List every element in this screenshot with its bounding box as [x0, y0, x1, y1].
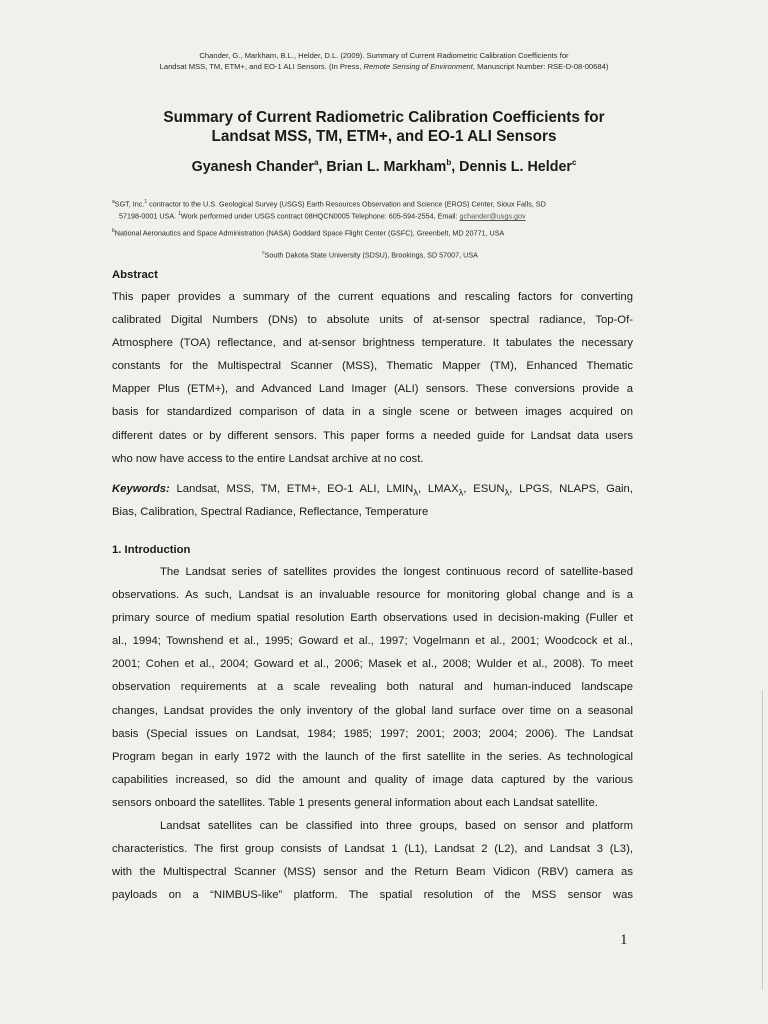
keywords-text: , LMAX — [418, 483, 459, 495]
intro-line: al., 1994; Townshend et al., 1995; Goward et al., 1997; Vogelmann et al., 2001; Woodcock et al., — [112, 635, 633, 648]
citation-journal: Remote Sensing of Environment — [363, 62, 473, 71]
paper-title — [60, 108, 708, 146]
footnote-mark: 1 — [144, 199, 148, 205]
affiliation-a — [112, 197, 638, 222]
intro-line: 2001; Cohen et al., 2004; Goward et al., 2006; Masek et al., 2008; Wulder et al., 2008). To meet — [112, 658, 633, 671]
subscript-lambda: λ — [504, 486, 510, 498]
author-name: Dennis L. Helder — [459, 158, 572, 175]
citation-line-1: Chander, G., Markham, B.L., Helder, D.L. (2009). Summary of Current Radiometric Calibration Coefficients for — [199, 51, 569, 60]
scan-edge-artifact — [762, 690, 763, 990]
affiliation-c — [90, 248, 650, 260]
affiliation-text: National Aeronautics and Space Administration (NASA) Goddard Space Flight Center (GSFC), Greenbelt, MD 20771, USA — [114, 228, 505, 238]
affiliation-mark: b — [112, 228, 115, 234]
keywords-text: , ESUN — [463, 483, 505, 495]
intro-line: payloads on a “NIMBUS-like” platform. The spatial resolution of the MSS sensor was — [112, 889, 633, 902]
intro-line: changes, Landsat provides the only inventory of the global land surface over time on a seasonal — [112, 704, 633, 717]
abstract-line: who now have access to the entire Landsat archive at no cost. — [112, 452, 424, 465]
keywords-line — [112, 478, 633, 501]
abstract-body — [112, 286, 633, 471]
intro-paragraph-2 — [112, 815, 633, 907]
affiliation-mark: a — [112, 199, 115, 205]
abstract-line: constants for the Multispectral Scanner (MSS), Thematic Mapper (TM), Enhanced Thematic — [112, 360, 633, 373]
keywords-block — [112, 478, 633, 524]
citation-text: Landsat MSS, TM, ETM+, and EO-1 ALI Sensors. (In Press, — [159, 62, 364, 71]
footnote-mark: 1 — [178, 211, 181, 218]
affiliation-text: 57198-0001 USA. — [119, 211, 179, 221]
citation-text: , Manuscript Number: RSE-D-08-00684) — [472, 62, 609, 71]
keywords-text: , LPGS, NLAPS, Gain, — [509, 483, 633, 495]
abstract-line: Mapper Plus (ETM+), and Advanced Land Imager (ALI) sensors. These conversions provide a — [112, 383, 633, 396]
title-line-1: Summary of Current Radiometric Calibration Coefficients for — [163, 109, 605, 126]
affiliation-text: SGT, Inc. — [114, 199, 145, 209]
abstract-line: Atmosphere (TOA) reflectance, and at-sensor brightness temperature. It tabulates the necessary — [112, 337, 633, 350]
intro-line: basis (Special issues on Landsat, 1984; 1985; 1997; 2001; 2003; 2004; 2006). The Landsat — [112, 727, 633, 740]
abstract-line: calibrated Digital Numbers (DNs) to absolute units of at-sensor spectral radiance, Top-Of- — [112, 314, 633, 327]
intro-line: capabilities increased, so did the amount and quality of image data captured by the various — [112, 773, 633, 786]
author-separator: , — [318, 158, 327, 175]
author-affiliation-mark: b — [446, 158, 452, 167]
author-name: Gyanesh Chander — [191, 158, 314, 175]
abstract-line: different dates or by different sensors. This paper forms a needed guide for Landsat data users — [112, 429, 633, 442]
intro-line: primary source of medium spatial resolution Earth observations used in decision-making (Fuller et — [112, 612, 633, 625]
abstract-line: basis for standardized comparison of data in a single scene or between images acquired on — [112, 406, 633, 419]
affiliation-mark: c — [262, 250, 265, 256]
author-list — [60, 158, 708, 175]
intro-line: Landsat satellites can be classified into three groups, based on sensor and platform — [160, 820, 633, 832]
affiliation-b — [112, 226, 638, 238]
intro-line: Program began in early 1972 with the launch of the first satellite in the series. As technological — [112, 750, 633, 763]
intro-line: sensors onboard the satellites. Table 1 presents general information about each Landsat satellite. — [112, 796, 598, 809]
author-affiliation-mark: a — [313, 158, 319, 167]
author-name: Brian L. Markham — [326, 158, 447, 175]
intro-line: observation requirements at a scale revealing both natural and human-induced landscape — [112, 681, 633, 694]
intro-line: with the Multispectral Scanner (MSS) sensor and the Return Beam Vidicon (RBV) camera as — [112, 866, 633, 879]
affiliation-text: Work performed under USGS contract 08HQCN0005 Telephone: 605-594-2554, Email: — [180, 211, 460, 221]
subscript-lambda: λ — [413, 486, 419, 498]
abstract-line: This paper provides a summary of the current equations and rescaling factors for converting — [112, 291, 633, 303]
author-affiliation-mark: c — [571, 158, 577, 167]
intro-line: characteristics. The first group consists of Landsat 1 (L1), Landsat 2 (L2), and Landsat 3 (L3), — [112, 843, 633, 856]
intro-line: The Landsat series of satellites provides the longest continuous record of satellite-based — [160, 566, 633, 578]
keywords-label: Keywords: — [112, 483, 170, 495]
subscript-lambda: λ — [458, 486, 464, 498]
citation-line-2 — [80, 61, 688, 72]
affiliation-text: South Dakota State University (SDSU), Brookings, SD 57007, USA — [264, 250, 478, 260]
intro-paragraph-1 — [112, 561, 633, 815]
citation-header — [80, 50, 688, 72]
page-number: 1 — [620, 932, 628, 948]
title-line-2: Landsat MSS, TM, ETM+, and EO-1 ALI Sensors — [211, 128, 557, 145]
intro-line: observations. As such, Landsat is an invaluable resource for monitoring global change and is a — [112, 589, 633, 602]
abstract-heading: Abstract — [112, 269, 158, 281]
affiliation-text: contractor to the U.S. Geological Survey (USGS) Earth Resources Observation and Science (EROS) Center, Sioux Falls, SD — [147, 199, 546, 209]
section-heading-introduction: 1. Introduction — [112, 544, 191, 556]
email-link[interactable]: gchander@usgs.gov — [459, 211, 526, 221]
keywords-text: Landsat, MSS, TM, ETM+, EO-1 ALI, LMIN — [169, 483, 414, 495]
author-separator: , — [451, 158, 460, 175]
keywords-line: Bias, Calibration, Spectral Radiance, Reflectance, Temperature — [112, 506, 429, 519]
